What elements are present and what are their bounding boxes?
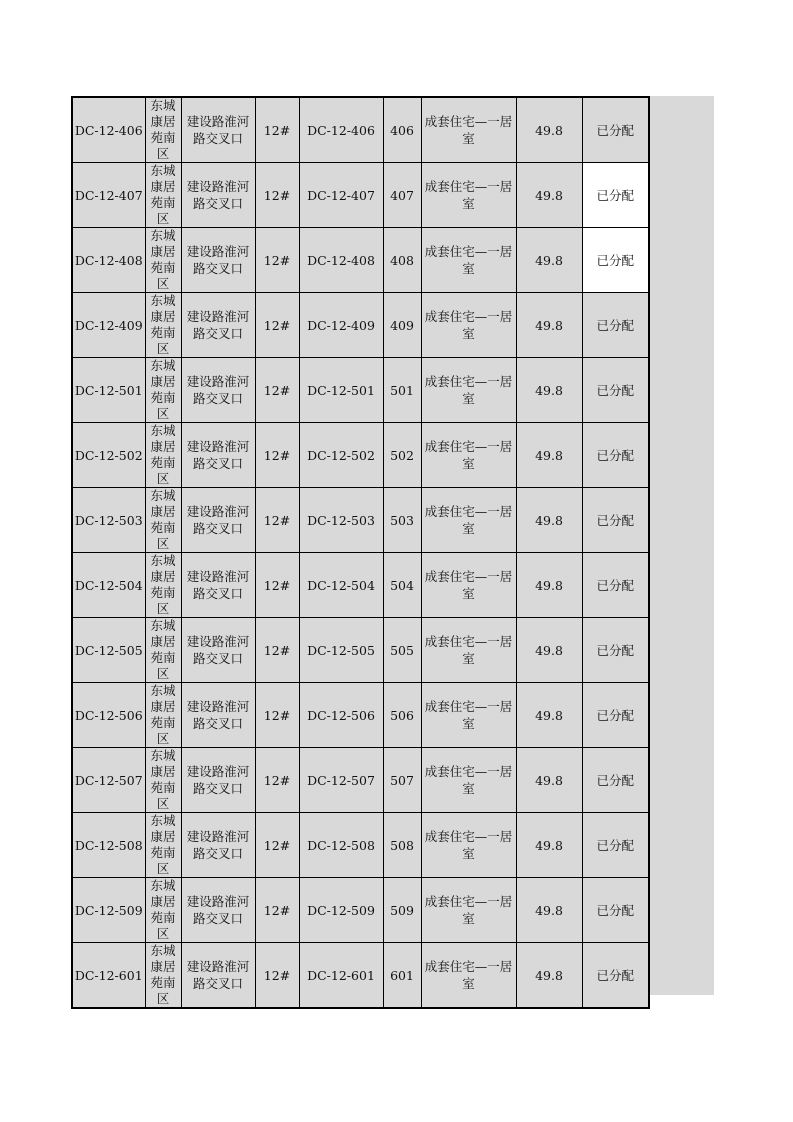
cell-area: 49.8 xyxy=(516,618,582,683)
cell-status: 已分配 xyxy=(582,943,649,1009)
cell-room: 508 xyxy=(383,813,421,878)
cell-building: 12# xyxy=(255,488,299,553)
cell-status: 已分配 xyxy=(582,683,649,748)
cell-room: 507 xyxy=(383,748,421,813)
cell-status: 已分配 xyxy=(582,228,649,293)
cell-address: 建设路淮河路交叉口 xyxy=(181,358,255,423)
cell-address: 建设路淮河路交叉口 xyxy=(181,97,255,163)
cell-area: 49.8 xyxy=(516,878,582,943)
cell-address: 建设路淮河路交叉口 xyxy=(181,488,255,553)
cell-room: 505 xyxy=(383,618,421,683)
cell-address: 建设路淮河路交叉口 xyxy=(181,618,255,683)
cell-code: DC-12-503 xyxy=(72,488,145,553)
cell-address: 建设路淮河路交叉口 xyxy=(181,293,255,358)
cell-community: 东城康居苑南区 xyxy=(145,813,181,878)
cell-code: DC-12-501 xyxy=(72,358,145,423)
cell-area: 49.8 xyxy=(516,358,582,423)
cell-building: 12# xyxy=(255,228,299,293)
cell-building: 12# xyxy=(255,423,299,488)
cell-code: DC-12-408 xyxy=(72,228,145,293)
table-row xyxy=(72,423,649,488)
cell-address: 建设路淮河路交叉口 xyxy=(181,748,255,813)
table-row xyxy=(72,163,649,228)
cell-community: 东城康居苑南区 xyxy=(145,748,181,813)
cell-type: 成套住宅—一居室 xyxy=(421,163,516,228)
cell-building: 12# xyxy=(255,748,299,813)
cell-status: 已分配 xyxy=(582,748,649,813)
cell-community: 东城康居苑南区 xyxy=(145,163,181,228)
cell-area: 49.8 xyxy=(516,748,582,813)
cell-building: 12# xyxy=(255,97,299,163)
cell-community: 东城康居苑南区 xyxy=(145,228,181,293)
cell-code: DC-12-507 xyxy=(72,748,145,813)
cell-building: 12# xyxy=(255,943,299,1009)
cell-building: 12# xyxy=(255,878,299,943)
cell-room: 601 xyxy=(383,943,421,1009)
cell-status: 已分配 xyxy=(582,553,649,618)
cell-community: 东城康居苑南区 xyxy=(145,683,181,748)
cell-community: 东城康居苑南区 xyxy=(145,488,181,553)
cell-address: 建设路淮河路交叉口 xyxy=(181,683,255,748)
cell-unit-code: DC-12-502 xyxy=(299,423,383,488)
cell-unit-code: DC-12-508 xyxy=(299,813,383,878)
cell-room: 503 xyxy=(383,488,421,553)
cell-status: 已分配 xyxy=(582,97,649,163)
cell-unit-code: DC-12-409 xyxy=(299,293,383,358)
cell-room: 501 xyxy=(383,358,421,423)
cell-room: 409 xyxy=(383,293,421,358)
cell-address: 建设路淮河路交叉口 xyxy=(181,943,255,1009)
cell-unit-code: DC-12-503 xyxy=(299,488,383,553)
cell-code: DC-12-509 xyxy=(72,878,145,943)
cell-building: 12# xyxy=(255,358,299,423)
table-row xyxy=(72,293,649,358)
cell-unit-code: DC-12-501 xyxy=(299,358,383,423)
cell-area: 49.8 xyxy=(516,423,582,488)
cell-unit-code: DC-12-408 xyxy=(299,228,383,293)
cell-type: 成套住宅—一居室 xyxy=(421,488,516,553)
cell-community: 东城康居苑南区 xyxy=(145,618,181,683)
table-row xyxy=(72,228,649,293)
cell-status: 已分配 xyxy=(582,813,649,878)
cell-type: 成套住宅—一居室 xyxy=(421,553,516,618)
cell-type: 成套住宅—一居室 xyxy=(421,683,516,748)
cell-type: 成套住宅—一居室 xyxy=(421,358,516,423)
cell-status: 已分配 xyxy=(582,878,649,943)
cell-type: 成套住宅—一居室 xyxy=(421,878,516,943)
cell-area: 49.8 xyxy=(516,97,582,163)
cell-building: 12# xyxy=(255,163,299,228)
cell-building: 12# xyxy=(255,553,299,618)
cell-community: 东城康居苑南区 xyxy=(145,97,181,163)
table-row xyxy=(72,813,649,878)
cell-area: 49.8 xyxy=(516,293,582,358)
housing-table xyxy=(71,96,650,1009)
cell-address: 建设路淮河路交叉口 xyxy=(181,878,255,943)
cell-unit-code: DC-12-601 xyxy=(299,943,383,1009)
table-row xyxy=(72,553,649,618)
cell-status: 已分配 xyxy=(582,488,649,553)
cell-room: 509 xyxy=(383,878,421,943)
cell-address: 建设路淮河路交叉口 xyxy=(181,228,255,293)
cell-status: 已分配 xyxy=(582,423,649,488)
cell-room: 506 xyxy=(383,683,421,748)
cell-building: 12# xyxy=(255,618,299,683)
cell-code: DC-12-506 xyxy=(72,683,145,748)
cell-community: 东城康居苑南区 xyxy=(145,423,181,488)
cell-code: DC-12-601 xyxy=(72,943,145,1009)
cell-area: 49.8 xyxy=(516,228,582,293)
table-row xyxy=(72,618,649,683)
cell-code: DC-12-502 xyxy=(72,423,145,488)
cell-type: 成套住宅—一居室 xyxy=(421,618,516,683)
cell-room: 406 xyxy=(383,97,421,163)
cell-unit-code: DC-12-506 xyxy=(299,683,383,748)
cell-code: DC-12-508 xyxy=(72,813,145,878)
cell-type: 成套住宅—一居室 xyxy=(421,97,516,163)
cell-type: 成套住宅—一居室 xyxy=(421,813,516,878)
table-row xyxy=(72,488,649,553)
cell-code: DC-12-409 xyxy=(72,293,145,358)
cell-community: 东城康居苑南区 xyxy=(145,878,181,943)
cell-room: 407 xyxy=(383,163,421,228)
cell-area: 49.8 xyxy=(516,163,582,228)
cell-room: 502 xyxy=(383,423,421,488)
cell-type: 成套住宅—一居室 xyxy=(421,943,516,1009)
cell-community: 东城康居苑南区 xyxy=(145,943,181,1009)
cell-address: 建设路淮河路交叉口 xyxy=(181,553,255,618)
table-row xyxy=(72,748,649,813)
cell-address: 建设路淮河路交叉口 xyxy=(181,813,255,878)
cell-type: 成套住宅—一居室 xyxy=(421,293,516,358)
table-row xyxy=(72,683,649,748)
cell-room: 408 xyxy=(383,228,421,293)
cell-room: 504 xyxy=(383,553,421,618)
cell-area: 49.8 xyxy=(516,813,582,878)
table-row xyxy=(72,358,649,423)
cell-status: 已分配 xyxy=(582,163,649,228)
cell-building: 12# xyxy=(255,293,299,358)
cell-community: 东城康居苑南区 xyxy=(145,358,181,423)
cell-unit-code: DC-12-407 xyxy=(299,163,383,228)
cell-community: 东城康居苑南区 xyxy=(145,293,181,358)
cell-building: 12# xyxy=(255,683,299,748)
cell-area: 49.8 xyxy=(516,553,582,618)
cell-type: 成套住宅—一居室 xyxy=(421,228,516,293)
cell-code: DC-12-406 xyxy=(72,97,145,163)
cell-status: 已分配 xyxy=(582,618,649,683)
cell-unit-code: DC-12-406 xyxy=(299,97,383,163)
cell-area: 49.8 xyxy=(516,683,582,748)
cell-area: 49.8 xyxy=(516,488,582,553)
cell-code: DC-12-407 xyxy=(72,163,145,228)
cell-code: DC-12-504 xyxy=(72,553,145,618)
cell-unit-code: DC-12-505 xyxy=(299,618,383,683)
table-row xyxy=(72,878,649,943)
table-row xyxy=(72,943,649,1009)
cell-area: 49.8 xyxy=(516,943,582,1009)
cell-building: 12# xyxy=(255,813,299,878)
cell-status: 已分配 xyxy=(582,293,649,358)
table-row xyxy=(72,97,649,163)
cell-address: 建设路淮河路交叉口 xyxy=(181,423,255,488)
cell-unit-code: DC-12-509 xyxy=(299,878,383,943)
cell-type: 成套住宅—一居室 xyxy=(421,748,516,813)
cell-community: 东城康居苑南区 xyxy=(145,553,181,618)
sheet-side-panel xyxy=(647,96,714,995)
cell-code: DC-12-505 xyxy=(72,618,145,683)
cell-type: 成套住宅—一居室 xyxy=(421,423,516,488)
cell-address: 建设路淮河路交叉口 xyxy=(181,163,255,228)
cell-status: 已分配 xyxy=(582,358,649,423)
cell-unit-code: DC-12-504 xyxy=(299,553,383,618)
cell-unit-code: DC-12-507 xyxy=(299,748,383,813)
